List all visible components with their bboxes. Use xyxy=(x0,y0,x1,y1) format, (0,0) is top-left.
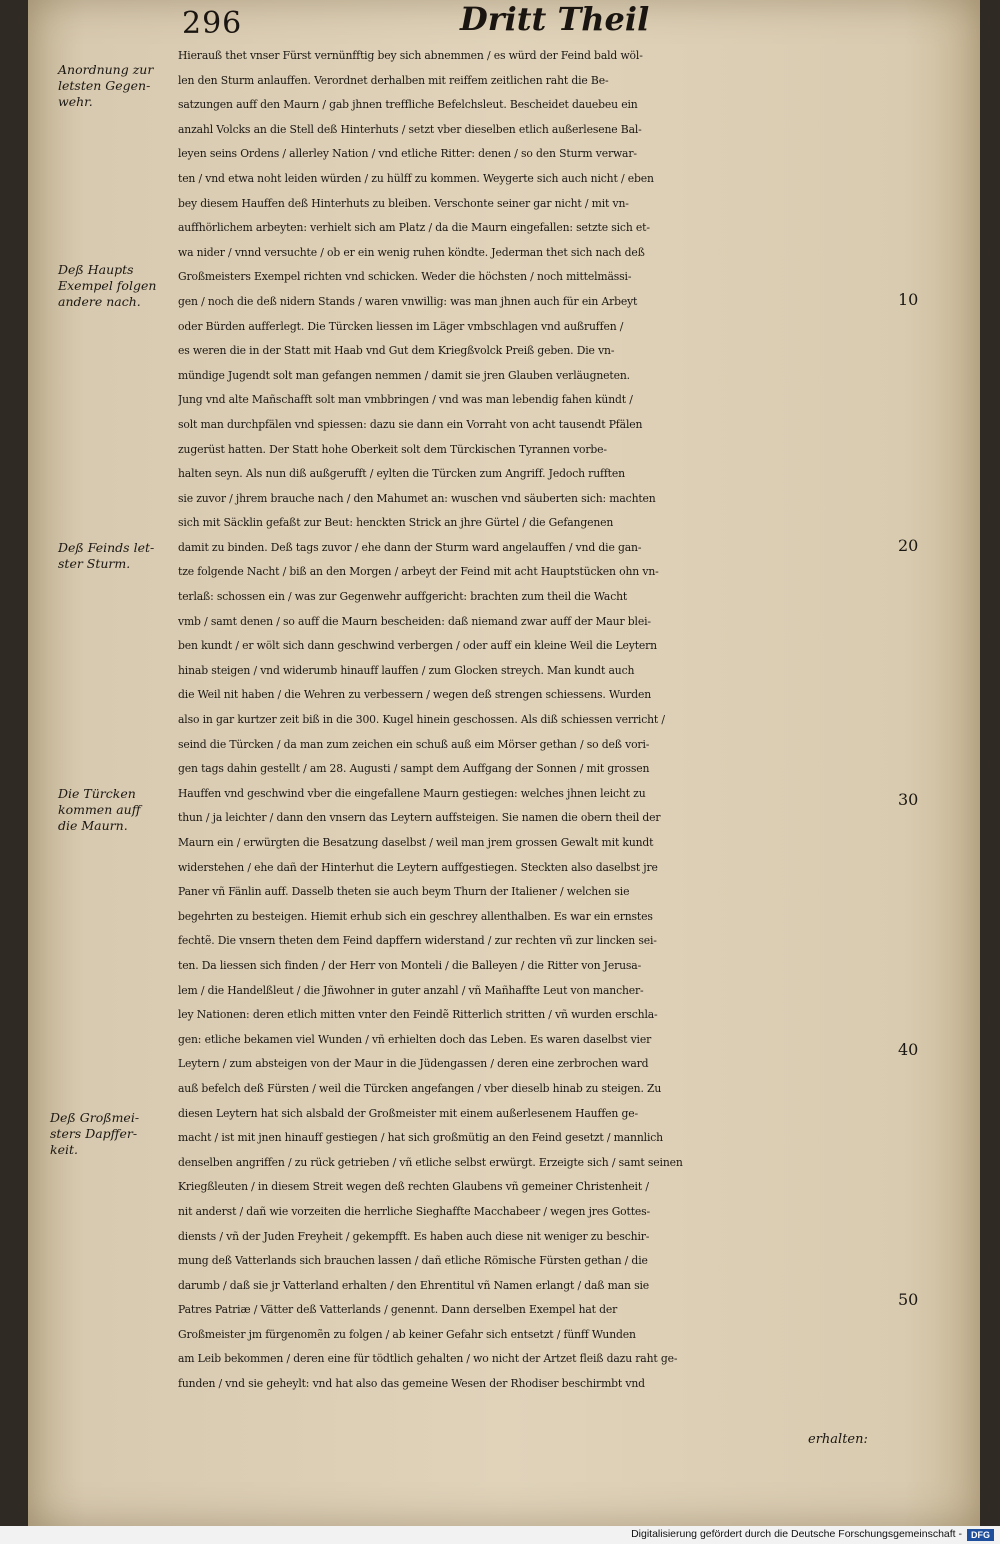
text-line: ten / vnd etwa noht leiden würden / zu hülff zu kommen. Weygerte sich auch nicht / eben xyxy=(178,171,654,185)
text-line: Paner vñ Fänlin auff. Dasselb theten sie auch beym Thurn der Italiener / welchen sie xyxy=(178,885,630,899)
text-line: solt man durchpfälen vnd spiessen: dazu sie dann ein Vorraht von acht tausendt Pfälen xyxy=(178,417,643,431)
footer-bar xyxy=(0,1526,1000,1544)
text-line: seind die Türcken / da man zum zeichen ein schuß auß eim Mörser gethan / so deß vori- xyxy=(178,737,650,751)
margin-note: Deß Feinds let- ster Sturm. xyxy=(58,540,155,571)
margin-note: Deß Haupts Exempel folgen andere nach. xyxy=(58,262,157,309)
margin-note: Die Türcken kommen auff die Maurn. xyxy=(58,786,141,833)
text-line: gen / noch die deß nidern Stands / waren vnwillig: was man jhnen auch für ein Arbeyt xyxy=(178,294,638,308)
text-line: mündige Jugendt solt man gefangen nemmen / damit sie jren Glauben verläugneten. xyxy=(178,368,630,382)
text-line: ley Nationen: deren etlich mitten vnter den Feindẽ Ritterlich stritten / vñ wurden erschla- xyxy=(178,1008,658,1022)
text-line: Jung vnd alte Mañschafft solt man vmbbringen / vnd was man lebendig fahen kündt / xyxy=(178,393,633,407)
text-line: lem / die Handelßleut / die Jñwohner in guter anzahl / vñ Mañhaffte Leut von mancher- xyxy=(178,983,644,997)
text-line: Patres Patriæ / Vätter deß Vatterlands / genennt. Dann derselben Exempel hat der xyxy=(178,1303,618,1317)
text-line: satzungen auff den Maurn / gab jhnen treffliche Befelchsleut. Bescheidet dauebeu ein xyxy=(178,98,638,112)
text-line: also in gar kurtzer zeit biß in die 300. Kugel hinein geschossen. Als diß schiessen verricht / xyxy=(178,713,665,727)
line-number: 30 xyxy=(898,790,919,809)
text-line: hinab steigen / vnd widerumb hinauff lauffen / zum Glocken streych. Man kundt auch xyxy=(178,663,635,677)
text-line: fechtẽ. Die vnsern theten dem Feind dapffern widerstand / zur rechten vñ zur lincken sei- xyxy=(178,934,657,948)
text-line: ben kundt / er wölt sich dann geschwind verbergen / oder auff ein kleine Weil die Leytern xyxy=(178,639,657,653)
margin-note: Deß Großmei- sters Dapffer- keit. xyxy=(50,1110,140,1157)
line-number: 50 xyxy=(898,1290,919,1309)
text-line: gen: etliche bekamen viel Wunden / vñ erhielten doch das Leben. Es waren daselbst vier xyxy=(178,1032,652,1046)
text-line: bey diesem Hauffen deß Hinterhuts zu bleiben. Verschonte seiner gar nicht / mit vn- xyxy=(178,196,629,210)
text-line: sich mit Säcklin gefaßt zur Beut: henckten Strick an jhre Gürtel / die Gefangenen xyxy=(178,516,614,530)
text-line: terlaß: schossen ein / was zur Gegenwehr auffgericht: brachten zum theil die Wacht xyxy=(178,590,628,604)
funding-notice: Digitalisierung gefördert durch die Deutsche Forschungsgemeinschaft - xyxy=(631,1528,962,1540)
line-number: 20 xyxy=(898,536,919,555)
text-line: damit zu binden. Deß tags zuvor / ehe dann der Sturm ward angelauffen / vnd die gan- xyxy=(178,540,642,554)
text-line: widerstehen / ehe dañ der Hinterhut die Leytern auffgestiegen. Steckten also daselbst jre xyxy=(178,860,658,874)
dfg-logo: DFG xyxy=(967,1529,994,1541)
line-number: 40 xyxy=(898,1040,919,1059)
text-line: leyen seins Ordens / allerley Nation / vnd etliche Ritter: denen / so den Sturm verwar- xyxy=(178,147,637,161)
text-line: macht / ist mit jnen hinauff gestiegen / hat sich großmütig an den Feind gesetzt / mannlich xyxy=(178,1131,663,1145)
text-line: vmb / samt denen / so auff die Maurn bescheiden: daß niemand zwar auff der Maur blei- xyxy=(178,614,651,628)
text-line: halten seyn. Als nun diß außgerufft / eylten die Türcken zum Angriff. Jedoch rufften xyxy=(178,467,625,481)
body-text xyxy=(178,44,900,1397)
text-line: thun / ja leichter / dann den vnsern das Leytern auffsteigen. Sie namen die obern theil der xyxy=(178,811,661,825)
text-line: gen tags dahin gestellt / am 28. Augusti / sampt dem Auffgang der Sonnen / mit grossen xyxy=(178,762,650,776)
text-line: diensts / vñ der Juden Freyheit / gekempfft. Es haben auch diese nit weniger zu beschir- xyxy=(178,1229,650,1243)
margin-note: Anordnung zur letsten Gegen- wehr. xyxy=(58,62,154,109)
text-line: auß befelch deß Fürsten / weil die Türcken angefangen / vber dieselb hinab zu steigen. Zu xyxy=(178,1081,662,1095)
text-line: oder Bürden aufferlegt. Die Türcken liessen im Läger vmbschlagen vnd außruffen / xyxy=(178,319,624,333)
text-line: funden / vnd sie geheylt: vnd hat also das gemeine Wesen der Rhodiser beschirmbt vnd xyxy=(178,1377,645,1391)
text-line: nit anderst / dañ wie vorzeiten die herrliche Sieghaffte Macchabeer / wegen jres Gottes- xyxy=(178,1204,651,1218)
text-line: am Leib bekommen / deren eine für tödtlich gehalten / wo nicht der Artzet fleiß dazu raht ge- xyxy=(178,1352,678,1366)
line-number: 10 xyxy=(898,290,919,309)
text-line: wa nider / vnnd versuchte / ob er ein wenig ruhen köndte. Jederman thet sich nach deß xyxy=(178,245,645,259)
text-line: anzahl Volcks an die Stell deß Hinterhuts / setzt vber dieselben etlich außerlesene Bal- xyxy=(178,122,642,136)
text-line: Großmeisters Exempel richten vnd schicken. Weder die höchsten / noch mittelmässi- xyxy=(178,270,632,284)
text-line: Kriegßleuten / in diesem Streit wegen deß rechten Glaubens vñ gemeiner Christenheit / xyxy=(178,1180,649,1194)
text-line: mung deß Vatterlands sich brauchen lassen / dañ etliche Römische Fürsten gethan / die xyxy=(178,1254,648,1268)
text-line: len den Sturm anlauffen. Verordnet derhalben mit reiffem zeitlichen raht die Be- xyxy=(178,73,609,87)
text-line: ten. Da liessen sich finden / der Herr von Monteli / die Balleyen / die Ritter von Jerusa- xyxy=(178,958,642,972)
text-line: diesen Leytern hat sich alsbald der Großmeister mit einem außerlesenem Hauffen ge- xyxy=(178,1106,638,1120)
catchword: erhalten: xyxy=(808,1432,868,1447)
text-line: Hierauß thet vnser Fürst vernünfftig bey sich abnemmen / es würd der Feind bald wöl- xyxy=(178,49,643,62)
text-line: denselben angriffen / zu rück getrieben / vñ etliche selbst erwürgt. Erzeigte sich / samt seinen xyxy=(178,1155,683,1169)
text-line: zugerüst hatten. Der Statt hohe Oberkeit solt dem Türckischen Tyrannen vorbe- xyxy=(178,442,607,456)
text-line: Hauffen vnd geschwind vber die eingefallene Maurn gestiegen: welches jhnen leicht zu xyxy=(178,786,646,800)
text-line: Großmeister jm fürgenomẽn zu folgen / ab keiner Gefahr sich entsetzt / fünff Wunden xyxy=(178,1327,636,1341)
text-line: Leytern / zum absteigen von der Maur in die Jüdengassen / deren eine zerbrochen ward xyxy=(178,1057,649,1071)
running-head: Dritt Theil xyxy=(460,0,650,38)
text-line: darumb / daß sie jr Vatterland erhalten / den Ehrentitul vñ Namen erlangt / daß man sie xyxy=(178,1278,650,1292)
text-line: tze folgende Nacht / biß an den Morgen / arbeyt der Feind mit acht Hauptstücken ohn vn- xyxy=(178,565,659,579)
text-line: auffhörlichem arbeyten: verhielt sich am Platz / da die Maurn eingefallen: setzte sich et- xyxy=(178,221,650,235)
text-line: es weren die in der Statt mit Haab vnd Gut dem Kriegßvolck Preiß geben. Die vn- xyxy=(178,344,615,358)
text-line: sie zuvor / jhrem brauche nach / den Mahumet an: wuschen vnd säuberten sich: machten xyxy=(178,491,656,505)
text-line: die Weil nit haben / die Wehren zu verbessern / wegen deß strengen schiessens. Wurden xyxy=(178,688,652,702)
text-line: begehrten zu besteigen. Hiemit erhub sich ein geschrey allenthalben. Es war ein ernstes xyxy=(178,909,653,923)
text-line: Maurn ein / erwürgten die Besatzung daselbst / weil man jrem grossen Gewalt mit kundt xyxy=(178,836,654,849)
page-number: 296 xyxy=(182,6,243,41)
